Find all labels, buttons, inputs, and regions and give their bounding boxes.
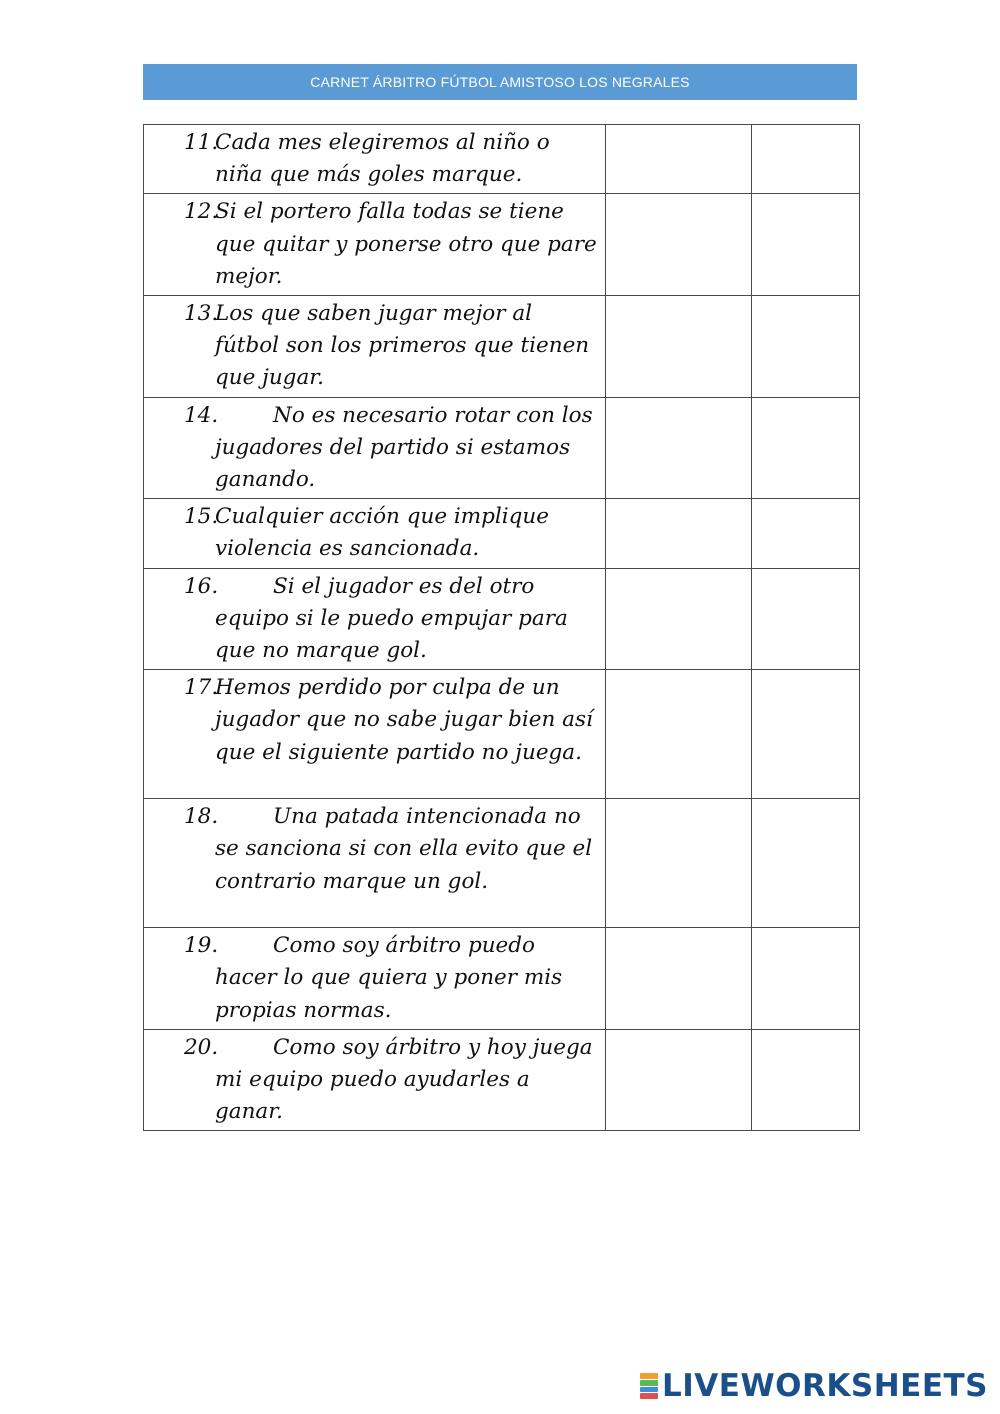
statement-text: Una patada intencionada no se sanciona si con ella evito que el contrario marque un gol. (215, 804, 593, 894)
answer-cell-a[interactable] (606, 296, 752, 398)
table-row (144, 928, 860, 1030)
answer-cell-b[interactable] (752, 125, 860, 194)
statement-cell (144, 1029, 606, 1131)
answer-cell-b[interactable] (752, 928, 860, 1030)
answer-cell-b[interactable] (752, 1029, 860, 1131)
logo-block (640, 1380, 658, 1386)
answer-cell-a[interactable] (606, 799, 752, 928)
item-number: 11. (184, 130, 219, 155)
item-number: 18. (184, 804, 219, 830)
statement-text: Hemos perdido por culpa de un jugador que no sabe jugar bien así que el siguiente partido no juega. (215, 675, 593, 765)
item-number: 20. (184, 1034, 219, 1060)
item-number: 12. (184, 199, 219, 225)
answer-cell-a[interactable] (606, 568, 752, 670)
liveworksheets-logo (640, 1368, 988, 1404)
answer-cell-b[interactable] (752, 670, 860, 799)
answer-cell-b[interactable] (752, 568, 860, 670)
answer-cell-b[interactable] (752, 194, 860, 296)
statement-text: Los que saben jugar mejor al fútbol son los primeros que tienen que jugar. (215, 301, 590, 391)
liveworksheets-icon (640, 1373, 658, 1399)
statement-cell (144, 670, 606, 799)
statement-cell (144, 194, 606, 296)
logo-block (640, 1387, 658, 1393)
statement-cell (144, 499, 606, 568)
answer-cell-b[interactable] (752, 499, 860, 568)
item-number: 13. (184, 301, 219, 327)
table-row (144, 296, 860, 398)
answer-cell-b[interactable] (752, 296, 860, 398)
table-row (144, 568, 860, 670)
statement-cell (144, 296, 606, 398)
table-row (144, 499, 860, 568)
answer-cell-b[interactable] (752, 799, 860, 928)
statement-text: Cualquier acción que implique violencia es sancionada. (215, 504, 549, 562)
statement-item (144, 670, 605, 771)
statement-text: Como soy árbitro y hoy juega mi equipo puedo ayudarles a ganar. (215, 1034, 593, 1125)
answer-cell-a[interactable] (606, 125, 752, 194)
statement-cell (144, 799, 606, 928)
item-number: 16. (184, 573, 219, 599)
logo-text: LIVEWORKSHEETS (662, 1368, 988, 1404)
statement-text: Si el jugador es del otro equipo si le puedo empujar para que no marque gol. (215, 573, 568, 664)
table-row (144, 670, 860, 799)
table-row (144, 125, 860, 194)
statement-item (144, 194, 605, 295)
answer-cell-a[interactable] (606, 194, 752, 296)
item-number: 19. (184, 933, 219, 959)
statement-text: Como soy árbitro puedo hacer lo que quiera y poner mis propias normas. (215, 933, 563, 1023)
statement-item (144, 569, 605, 670)
table-row (144, 1029, 860, 1131)
answer-cell-a[interactable] (606, 1029, 752, 1131)
statement-item (144, 928, 605, 1029)
item-number: 17. (184, 675, 219, 701)
statement-item (144, 125, 605, 193)
statement-item (144, 799, 605, 900)
statement-text: Cada mes elegiremos al niño o niña que más goles marque. (215, 130, 550, 188)
statement-item (144, 1030, 605, 1131)
statement-cell (144, 397, 606, 499)
statement-item (144, 499, 605, 567)
answer-cell-a[interactable] (606, 670, 752, 799)
logo-block (640, 1393, 658, 1399)
statement-item (144, 296, 605, 397)
document-header (143, 64, 857, 100)
statement-text: Si el portero falla todas se tiene que quitar y ponerse otro que pare mejor. (215, 199, 597, 289)
answer-cell-a[interactable] (606, 499, 752, 568)
statement-cell (144, 928, 606, 1030)
answer-cell-b[interactable] (752, 397, 860, 499)
statement-text: No es necesario rotar con los jugadores del partido si estamos ganando. (215, 402, 593, 493)
table-row (144, 194, 860, 296)
logo-block (640, 1373, 658, 1379)
statement-cell (144, 568, 606, 670)
document-title: CARNET ÁRBITRO FÚTBOL AMISTOSO LOS NEGRALES (310, 74, 690, 90)
table-row (144, 397, 860, 499)
answer-cell-a[interactable] (606, 397, 752, 499)
statement-cell (144, 125, 606, 194)
item-number: 15. (184, 504, 219, 530)
answer-cell-a[interactable] (606, 928, 752, 1030)
statement-item (144, 398, 605, 499)
item-number: 14. (184, 402, 219, 428)
table-row (144, 799, 860, 928)
rules-table (143, 124, 860, 1131)
